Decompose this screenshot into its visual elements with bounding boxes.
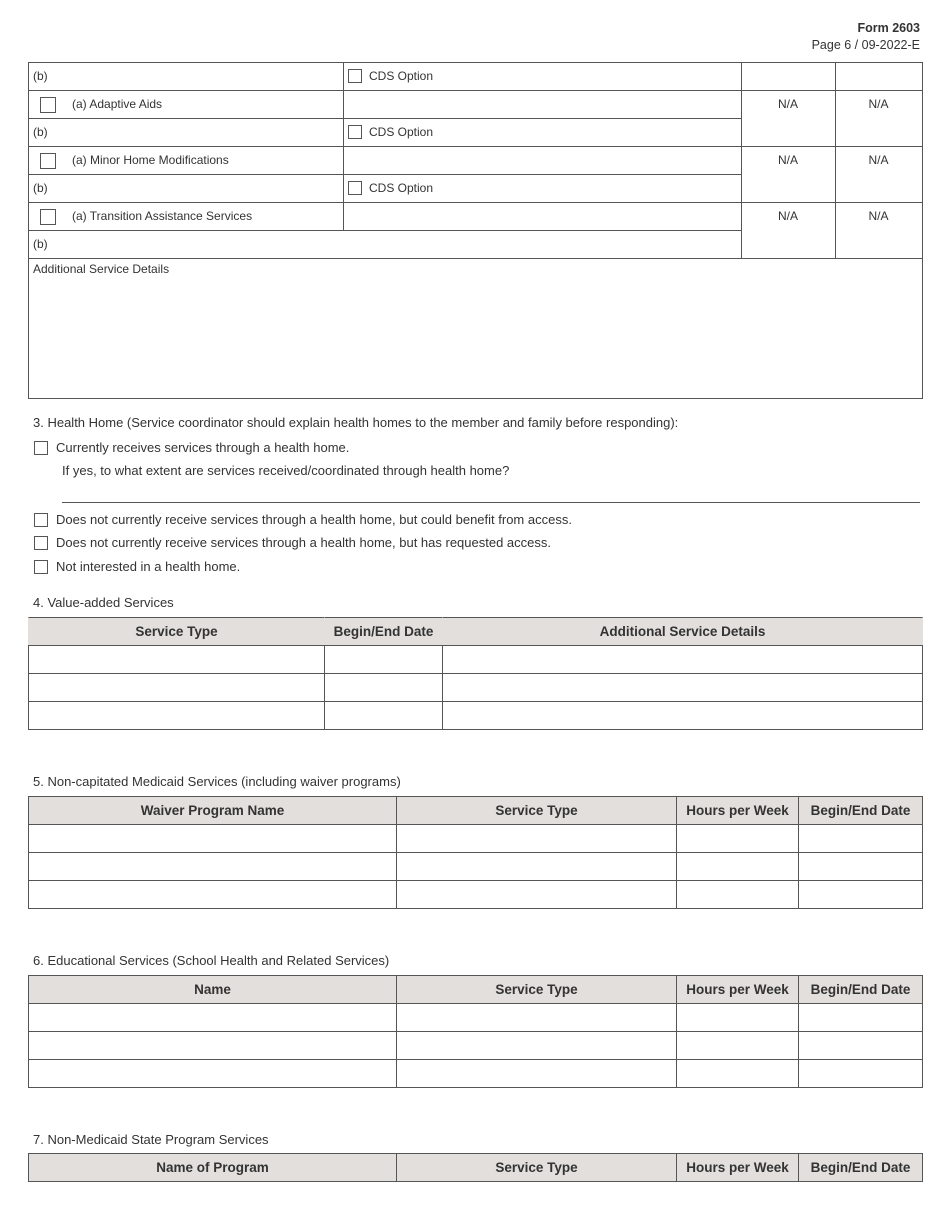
health-home-option3-label: Does not currently receive services through a health home, but has requested access. (56, 535, 551, 550)
service-item-detail[interactable] (343, 90, 742, 119)
service-item-label: (a) Minor Home Modifications (72, 153, 229, 167)
page-number: Page 6 / 09-2022-E (811, 38, 920, 52)
s4-table-cell[interactable] (442, 645, 923, 674)
s4-table-cell[interactable] (324, 673, 443, 702)
b-cell[interactable] (28, 230, 742, 259)
s4-table-cell[interactable] (28, 701, 325, 730)
s5-col-header: Hours per Week (676, 796, 799, 825)
s5-table-cell[interactable] (798, 852, 923, 881)
s7-col-header: Hours per Week (676, 1153, 799, 1182)
s5-table-cell[interactable] (396, 852, 677, 881)
service-item-checkbox[interactable] (40, 97, 56, 113)
s4-table-cell[interactable] (324, 701, 443, 730)
b-cell[interactable] (28, 62, 344, 91)
s6-table-cell[interactable] (798, 1031, 923, 1060)
s5-col-header: Service Type (396, 796, 677, 825)
b-label: (b) (33, 181, 48, 195)
s6-table-cell[interactable] (676, 1059, 799, 1088)
s5-col-header: Begin/End Date (798, 796, 923, 825)
s6-table-cell[interactable] (676, 1003, 799, 1032)
s5-table-cell[interactable] (396, 824, 677, 853)
s6-table-cell[interactable] (396, 1059, 677, 1088)
s4-table-cell[interactable] (28, 645, 325, 674)
s4-table-cell[interactable] (442, 701, 923, 730)
section6-title: 6. Educational Services (School Health and Related Services) (33, 953, 390, 968)
health-home-option4-label: Not interested in a health home. (56, 559, 241, 574)
health-home-option3-checkbox[interactable] (34, 536, 48, 550)
empty-cell (741, 62, 836, 91)
additional-service-details-label: Additional Service Details (33, 262, 170, 276)
b-label: (b) (33, 125, 48, 139)
s6-table-cell[interactable] (676, 1031, 799, 1060)
s4-table-cell[interactable] (324, 645, 443, 674)
na-label: N/A (777, 209, 798, 223)
service-item-label: (a) Transition Assistance Services (72, 209, 253, 223)
s4-table-cell[interactable] (28, 673, 325, 702)
s6-col-header: Service Type (396, 975, 677, 1004)
health-home-option1-label: Currently receives services through a health home. (56, 440, 350, 455)
section7-title: 7. Non-Medicaid State Program Services (33, 1132, 269, 1147)
cds-option-label: CDS Option (369, 69, 434, 83)
na-label: N/A (868, 209, 889, 223)
service-item-detail[interactable] (343, 202, 742, 231)
s6-col-header: Begin/End Date (798, 975, 923, 1004)
health-home-followup-label: If yes, to what extent are services received/coordinated through health home? (62, 463, 510, 478)
s5-table-cell[interactable] (28, 852, 397, 881)
health-home-option4-checkbox[interactable] (34, 560, 48, 574)
b-cell[interactable] (28, 174, 344, 203)
service-item-checkbox[interactable] (40, 153, 56, 169)
s4-table-cell[interactable] (442, 673, 923, 702)
s7-col-header: Begin/End Date (798, 1153, 923, 1182)
na-label: N/A (777, 153, 798, 167)
s5-col-header: Waiver Program Name (28, 796, 397, 825)
service-item-checkbox[interactable] (40, 209, 56, 225)
s5-table-cell[interactable] (28, 824, 397, 853)
s6-col-header: Hours per Week (676, 975, 799, 1004)
s5-table-cell[interactable] (28, 880, 397, 909)
s6-table-cell[interactable] (798, 1059, 923, 1088)
health-home-followup-input[interactable] (62, 502, 920, 503)
s6-table-cell[interactable] (28, 1003, 397, 1032)
section4-title: 4. Value-added Services (33, 595, 174, 610)
s5-table-cell[interactable] (396, 880, 677, 909)
s5-table-cell[interactable] (798, 880, 923, 909)
s7-col-header: Service Type (396, 1153, 677, 1182)
empty-cell (835, 62, 923, 91)
s5-table-cell[interactable] (676, 852, 799, 881)
s6-col-header: Name (28, 975, 397, 1004)
cds-option-checkbox[interactable] (348, 181, 362, 195)
service-item-label: (a) Adaptive Aids (72, 97, 163, 111)
na-label: N/A (868, 153, 889, 167)
cds-option-checkbox[interactable] (348, 125, 362, 139)
na-label: N/A (868, 97, 889, 111)
cds-option-label: CDS Option (369, 181, 434, 195)
b-label: (b) (33, 69, 48, 83)
s6-table-cell[interactable] (396, 1031, 677, 1060)
form-number: Form 2603 (857, 21, 920, 35)
s5-table-cell[interactable] (676, 824, 799, 853)
s5-table-cell[interactable] (798, 824, 923, 853)
s6-table-cell[interactable] (798, 1003, 923, 1032)
s7-col-header: Name of Program (28, 1153, 397, 1182)
b-label: (b) (33, 237, 48, 251)
na-label: N/A (777, 97, 798, 111)
section5-title: 5. Non-capitated Medicaid Services (including waiver programs) (33, 774, 401, 789)
cds-option-checkbox[interactable] (348, 69, 362, 83)
cds-option-label: CDS Option (369, 125, 434, 139)
s5-table-cell[interactable] (676, 880, 799, 909)
s4-col-header: Begin/End Date (324, 617, 443, 646)
s6-table-cell[interactable] (28, 1031, 397, 1060)
health-home-option2-label: Does not currently receive services through a health home, but could benefit from access. (56, 512, 572, 527)
s4-col-header: Additional Service Details (442, 617, 923, 646)
health-home-option2-checkbox[interactable] (34, 513, 48, 527)
b-cell[interactable] (28, 118, 344, 147)
s6-table-cell[interactable] (28, 1059, 397, 1088)
health-home-title: 3. Health Home (Service coordinator should explain health homes to the member and family before responding): (33, 415, 679, 430)
health-home-option1-checkbox[interactable] (34, 441, 48, 455)
s4-col-header: Service Type (28, 617, 325, 646)
service-item-detail[interactable] (343, 146, 742, 175)
additional-service-details-box[interactable] (28, 258, 923, 399)
s6-table-cell[interactable] (396, 1003, 677, 1032)
